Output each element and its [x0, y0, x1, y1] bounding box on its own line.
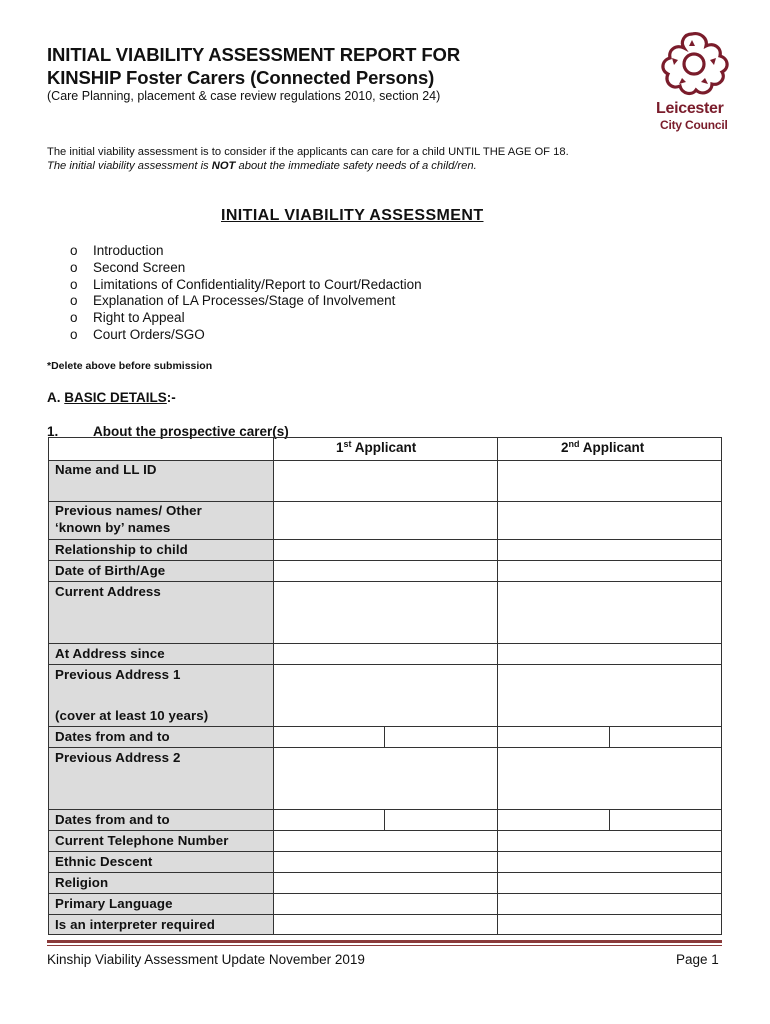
section-heading: INITIAL VIABILITY ASSESSMENT — [221, 207, 484, 224]
logo-text-leicester: Leicester — [656, 100, 724, 117]
intro-line-2-end: about the immediate safety needs of a child/ren. — [235, 160, 477, 172]
row-label-known-by-names: ‘known by’ names — [55, 520, 171, 535]
section-a-heading — [47, 390, 176, 405]
list-item — [70, 310, 422, 327]
row-label-date-of-birth: Date of Birth/Age — [55, 563, 166, 578]
bullet-icon: o — [70, 259, 78, 275]
row-label-cover-note: (cover at least 10 years) — [55, 708, 209, 723]
page-number: Page 1 — [676, 952, 719, 967]
list-item — [70, 260, 422, 277]
footer-document-name: Kinship Viability Assessment Update November 2019 — [47, 952, 365, 967]
list-item — [70, 277, 422, 294]
list-item-label: Explanation of LA Processes/Stage of Involvement — [93, 293, 396, 309]
footer-divider-thin — [47, 945, 722, 946]
row-label-primary-language: Primary Language — [55, 896, 173, 911]
report-title-line-1: INITIAL VIABILITY ASSESSMENT REPORT FOR — [47, 44, 461, 65]
row-label-dates-1: Dates from and to — [55, 729, 170, 744]
subsection-title: About the prospective carer(s) — [93, 424, 289, 439]
row-label-at-address-since: At Address since — [55, 646, 165, 661]
intro-paragraph-line-1: The initial viability assessment is to consider if the applicants can care for a child UNTIL THE AGE OF 18. — [47, 146, 569, 158]
section-a-prefix: A. — [47, 390, 65, 405]
section-a-suffix: :- — [166, 390, 176, 405]
ordinal-number: 1 — [336, 440, 344, 455]
row-label-name: Name and LL ID — [55, 462, 157, 477]
bullet-icon: o — [70, 293, 78, 309]
footer-divider — [47, 940, 722, 943]
row-label-ethnic-descent: Ethnic Descent — [55, 854, 153, 869]
bullet-icon: o — [70, 326, 78, 342]
column-header-text: Applicant — [579, 440, 645, 455]
row-label-dates-2: Dates from and to — [55, 812, 170, 827]
leicester-city-council-logo — [646, 30, 738, 134]
row-label-religion: Religion — [55, 875, 109, 890]
report-subtitle: (Care Planning, placement & case review regulations 2010, section 24) — [47, 89, 441, 103]
rose-emblem-icon — [646, 30, 738, 100]
list-item — [70, 243, 422, 260]
list-item-label: Court Orders/SGO — [93, 326, 205, 342]
row-label-interpreter: Is an interpreter required — [55, 917, 215, 932]
row-label-telephone: Current Telephone Number — [55, 833, 229, 848]
list-item-label: Second Screen — [93, 259, 186, 275]
intro-line-2-start: The initial viability assessment is — [47, 160, 212, 172]
ordinal-number: 2 — [561, 440, 569, 455]
row-label-previous-names: Previous names/ Other — [55, 503, 202, 518]
report-title-line-2: KINSHIP Foster Carers (Connected Persons) — [47, 67, 435, 88]
column-header-second-applicant — [561, 440, 644, 455]
section-a-label: BASIC DETAILS — [64, 390, 167, 405]
row-label-current-address: Current Address — [55, 584, 161, 599]
carer-details-table — [48, 437, 722, 936]
row-label-relationship: Relationship to child — [55, 542, 188, 557]
column-header-first-applicant — [336, 440, 416, 455]
list-item — [70, 293, 422, 310]
ordinal-suffix: st — [343, 439, 352, 449]
row-label-previous-address-2: Previous Address 2 — [55, 750, 181, 765]
list-item-label: Limitations of Confidentiality/Report to Court/Redaction — [93, 276, 422, 292]
intro-paragraph-line-2 — [47, 160, 477, 172]
ordinal-suffix: nd — [568, 439, 580, 449]
delete-note: *Delete above before submission — [47, 360, 213, 372]
list-item-label: Introduction — [93, 243, 164, 258]
column-header-text: Applicant — [351, 440, 417, 455]
bullet-icon: o — [70, 310, 78, 326]
intro-line-2-emphasis: NOT — [211, 160, 236, 172]
logo-text-city-council: City Council — [660, 118, 728, 132]
contents-list — [70, 243, 422, 344]
row-label-previous-address-1: Previous Address 1 — [55, 667, 181, 682]
bullet-icon: o — [70, 276, 78, 292]
list-item — [70, 327, 422, 344]
bullet-icon: o — [70, 243, 78, 258]
list-item-label: Right to Appeal — [93, 310, 185, 326]
subsection-number: 1. — [47, 424, 59, 439]
